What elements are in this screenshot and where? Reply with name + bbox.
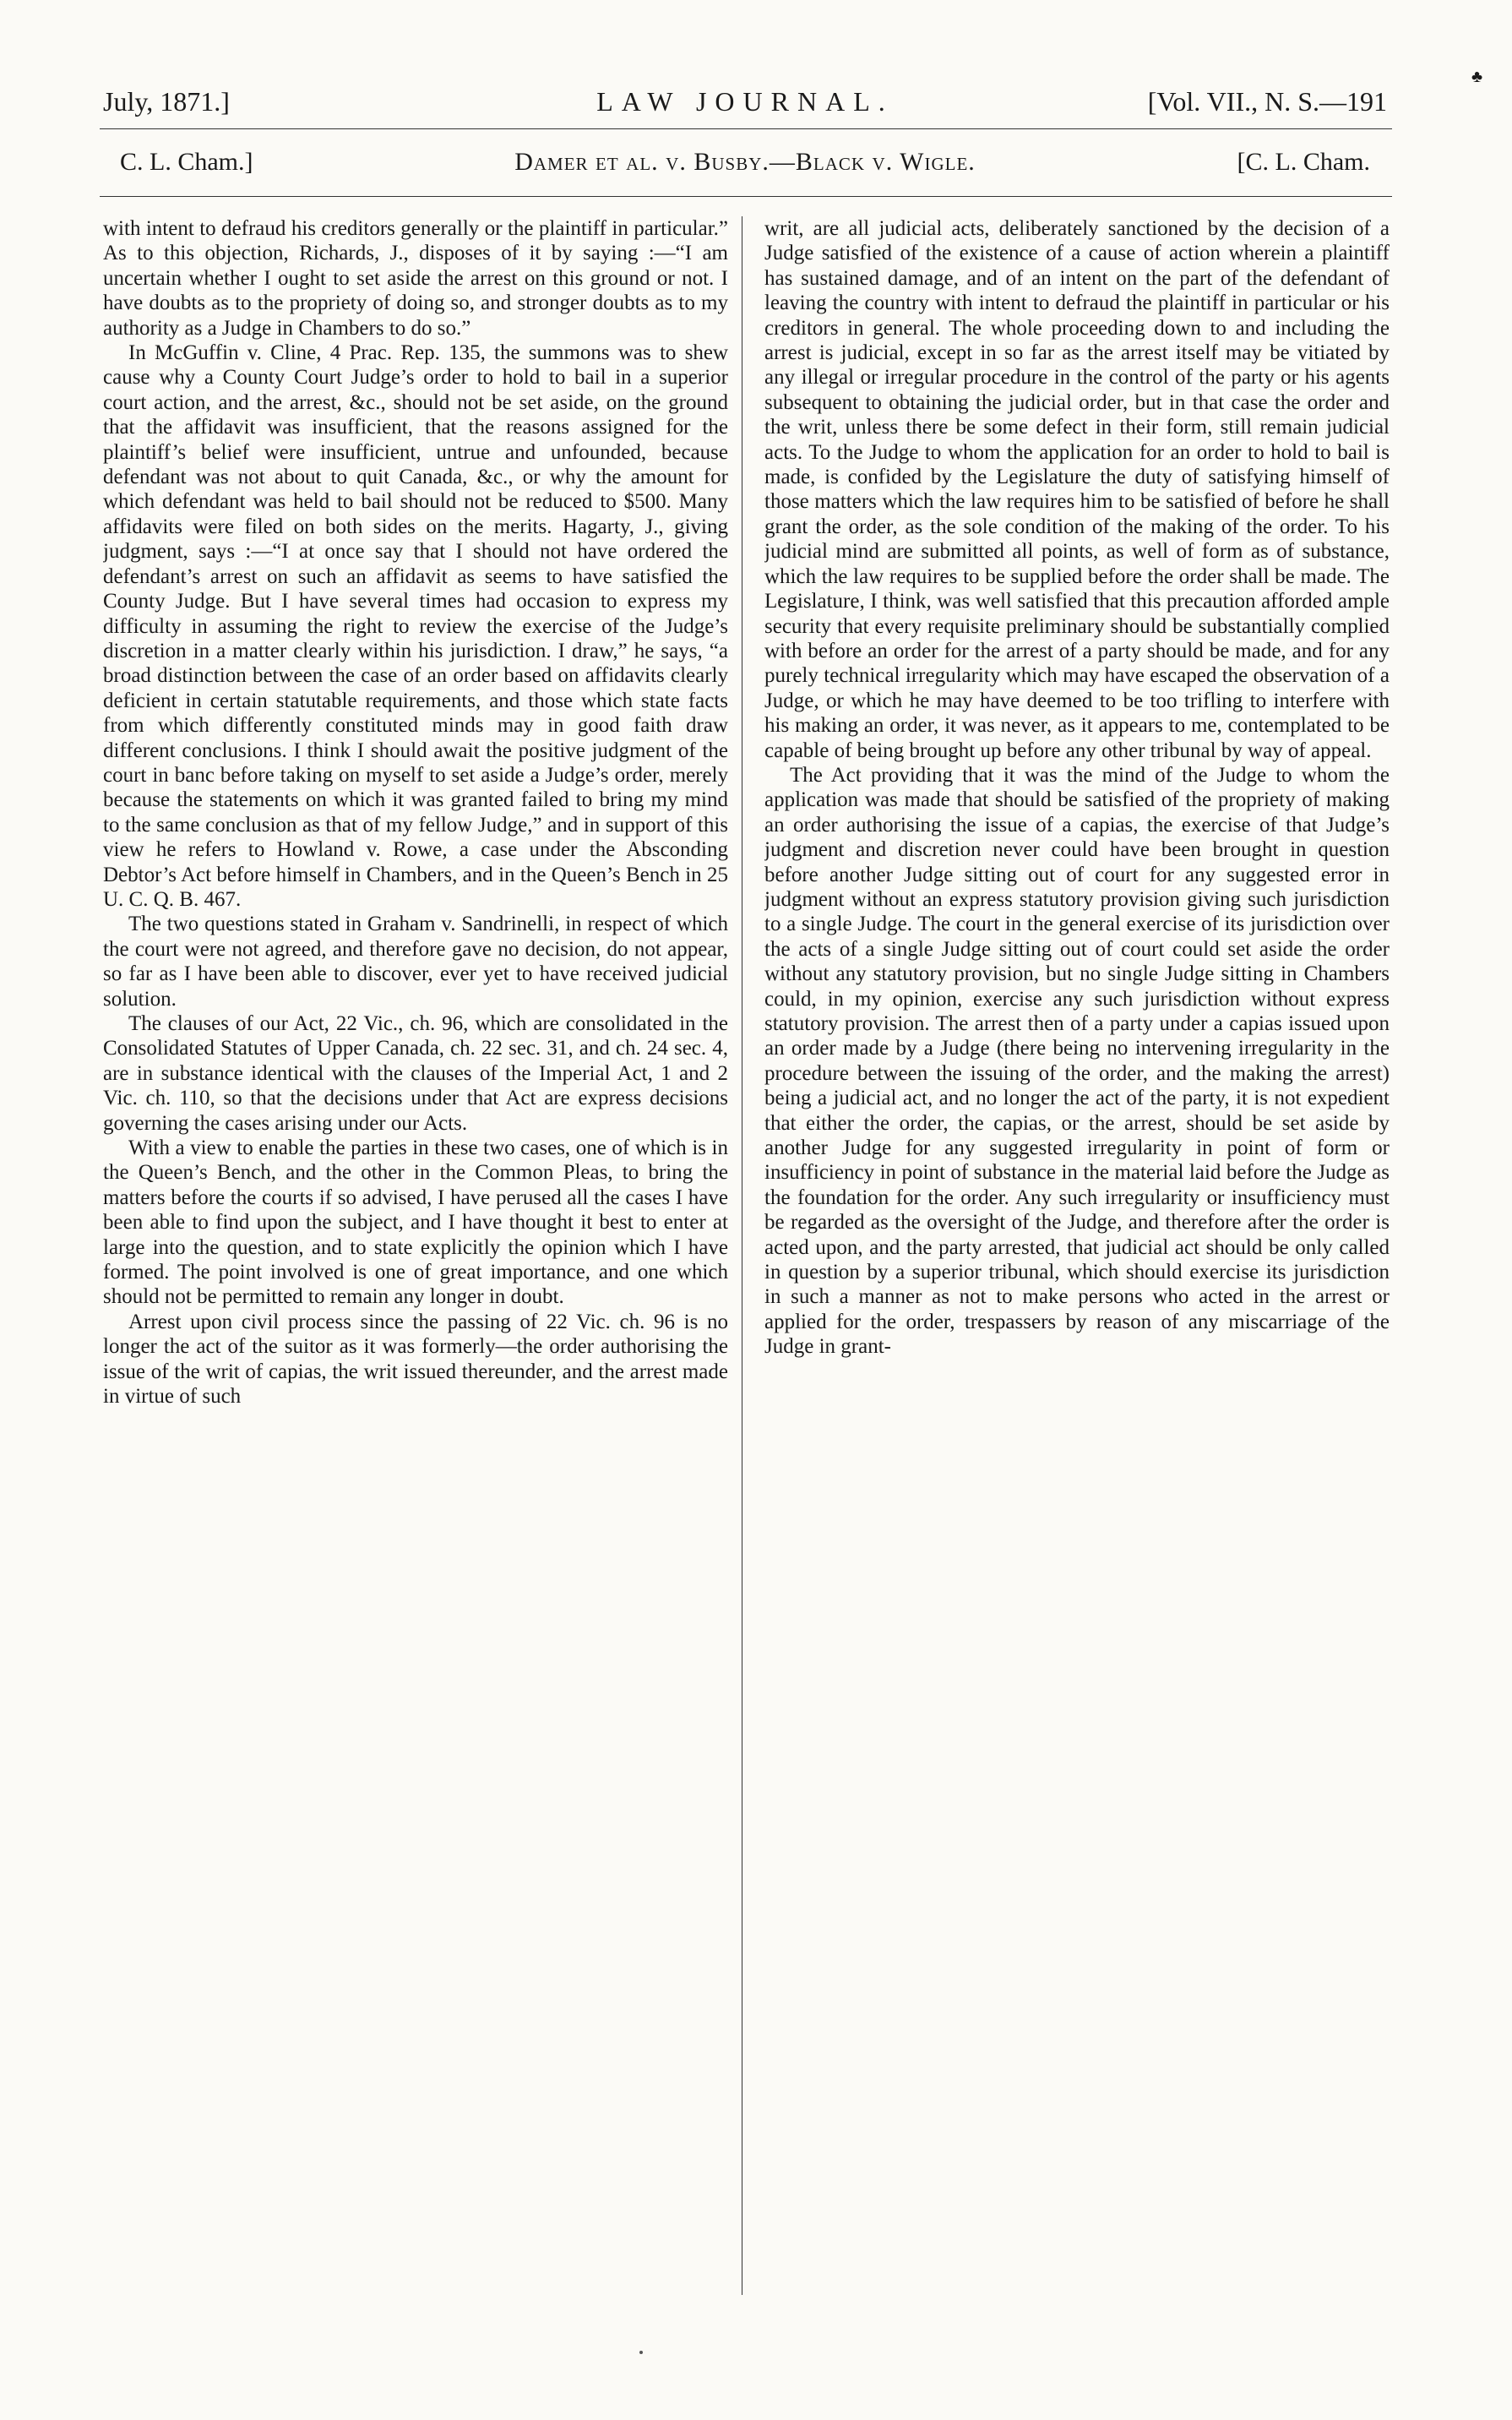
page-speck <box>639 2351 643 2354</box>
paragraph: The two questions stated in Graham v. Sandrinelli, in respect of which the court were not agreed, and therefore gave no decision, do not appear, so far as I have been able to discover, ever yet to have received judicial solution. <box>103 913 728 1011</box>
paragraph: Arrest upon civil process since the passing of 22 Vic. ch. 96 is no longer the act of the suitor as it was formerly—the order authorising the issue of the writ of capias, the writ issued thereunder, and the arrest made in virtue of such <box>103 1310 728 1409</box>
corner-mark: ♣ <box>1471 68 1483 86</box>
right-column <box>764 216 1390 2295</box>
paragraph: The Act providing that it was the mind of the Judge to whom the application was made that should be satisfied of the propriety of making an order authorising the issue of a capias, the exercise of that Judge’s judgment and discretion never could have been brought in question before another Judge sitting out of court for any suggested error in judgment without an express statutory provision giving such jurisdiction to a single Judge. The court in the general exercise of its jurisdiction over the acts of a single Judge sitting out of court could set aside the order without any statutory provision, but no single Judge sitting in Chambers could, in my opinion, exercise any such jurisdiction without express statutory provision. The arrest then of a party under a capias issued upon an order made by a Judge (there being no intervening irregularity in the procedure between the issuing of the order, and the making the arrest) being a judicial act, and no longer the act of the party, it is not expedient that either the order, the capias, or the arrest, should be set aside by another Judge for any suggested irregularity in point of form or insufficiency in point of substance in the material laid before the Judge as the foundation for the order. Any such irregularity or insufficiency must be regarded as the oversight of the Judge, and therefore after the order is acted upon, and the party arrested, that judicial act should be only called in question by a superior tribunal, which should exercise its jurisdiction in such a manner as not to make persons who acted in the arrest or applied for the order, trespassers by reason of any miscarriage of the Judge in grant- <box>764 763 1390 1359</box>
header-date: July, 1871.] <box>103 86 230 117</box>
journal-title: LAW JOURNAL. <box>596 86 894 117</box>
paragraph: with intent to defraud his creditors generally or the plaintiff in particular.” As to this objection, Richards, J., disposes of it by saying :—“I am uncertain whether I ought to set aside the arrest on this ground or not. I have doubts as to the propriety of doing so, and stronger doubts as to my authority as a Judge in Chambers to do so.” <box>103 217 728 340</box>
case-header <box>103 145 1387 179</box>
case-header-rule <box>100 196 1392 197</box>
paragraph: With a view to enable the parties in these two cases, one of which is in the Queen’s Bench, and the other in the Common Pleas, to bring the matters before the courts if so advised, I have perused all the cases I have been able to find upon the subject, and I have thought it best to enter at large into the question, and to state explicitly the opinion which I have formed. The point involved is one of great importance, and one which should not be permitted to remain any longer in doubt. <box>103 1136 728 1309</box>
header-volume: [Vol. VII., N. S.—191 <box>1147 86 1387 117</box>
paragraph: In McGuffin v. Cline, 4 Prac. Rep. 135, the summons was to shew cause why a County Court Judge’s order to hold to bail in a superior court action, and the arrest, &c., should not be set aside, on the ground that the affidavit was insufficient, that the reasons assigned for the plaintiff’s belief were insufficient, untrue and unfounded, because defendant was not about to quit Canada, &c., or why the amount for which defendant was held to bail should not be reduced to $500. Many affidavits were filed on both sides on the merits. Hagarty, J., giving judgment, says :—“I at once say that I should not have ordered the defendant’s arrest on such an affidavit as seems to have satisfied the County Judge. But I have several times had occasion to express my difficulty in assuming the right to review the exercise of the Judge’s discretion in a matter clearly within his jurisdiction. I draw,” he says, “a broad distinction between the case of an order based on affidavits clearly deficient in certain statutable requirements, and those which state facts from which differently constituted minds may in good faith draw different conclusions. I think I should await the positive judgment of the court in banc before taking on myself to set aside a Judge’s order, merely because the statements on which it was granted failed to bring my mind to the same conclusion as that of my fellow Judge,” and in support of this view he refers to Howland v. Rowe, a case under the Absconding Debtor’s Act before himself in Chambers, and in the Queen’s Bench in 25 U. C. Q. B. 467. <box>103 341 728 911</box>
header-rule <box>100 128 1392 129</box>
case-title: Damer et al. v. Busby.—Black v. Wigle. <box>514 148 976 176</box>
running-header <box>103 83 1387 120</box>
paragraph: The clauses of our Act, 22 Vic., ch. 96, which are consolidated in the Consolidated Statutes of Upper Canada, ch. 22 sec. 31, and ch. 24 sec. 4, are in substance identical with the clauses of the Imperial Act, 1 and 2 Vic. ch. 110, so that the decisions under that Act are express decisions governing the cases arising under our Acts. <box>103 1012 728 1135</box>
court-right: [C. L. Cham. <box>1237 148 1370 176</box>
court-left: C. L. Cham.] <box>120 148 253 176</box>
paragraph: writ, are all judicial acts, deliberately sanctioned by the decision of a Judge satisfied of the existence of a cause of action wherein a plaintiff has sustained damage, and of an intent on the part of the defendant of leaving the country with intent to defraud the plaintiff in particular or his creditors in general. The whole proceeding down to and including the arrest is judicial, except in so far as the arrest itself may be vitiated by any illegal or irregular procedure in the control of the party or his agents subsequent to obtaining the judicial order, but in that case the order and the writ, unless there be some defect in their form, still remain judicial acts. To the Judge to whom the application for an order to hold to bail is made, is confided by the Legislature the duty of satisfying himself of those matters which the law requires him to be satisfied of before he shall grant the order, as the sole condition of the making of the order. To his judicial mind are submitted all points, as well of form as of substance, which the law requires to be supplied before the order shall be made. The Legislature, I think, was well satisfied that this precaution afforded ample security that every requisite preliminary should be substantially complied with before an order for the arrest of a party should be made, and for any purely technical irregularity which may have escaped the observation of a Judge, or which he may have deemed to be too trifling to interfere with his making an order, it was never, as it appears to me, contemplated to be capable of being brought up before any other tribunal by way of appeal. <box>764 217 1390 762</box>
left-column <box>103 216 728 2295</box>
